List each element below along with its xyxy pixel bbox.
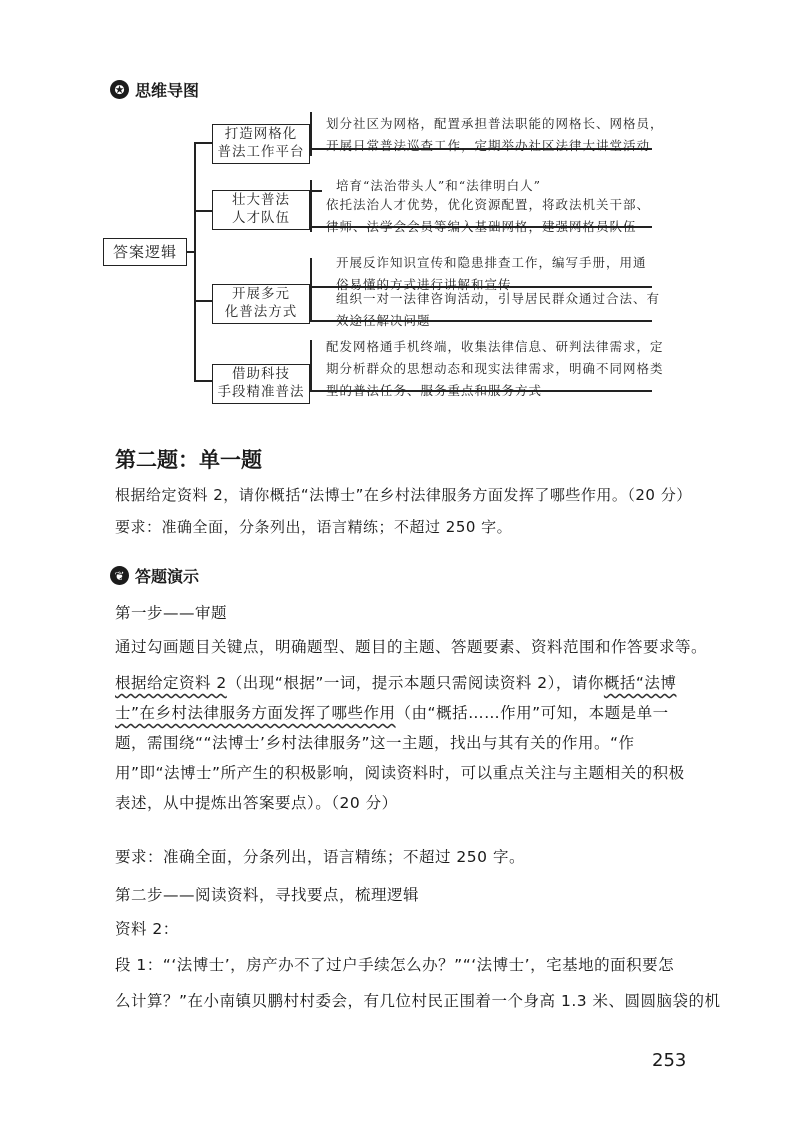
question-title: 第二题：单一题 bbox=[115, 448, 262, 472]
demo-heading: ❦ 答题演示 bbox=[110, 564, 199, 587]
question-requirement: 要求：准确全面，分条列出，语言精练；不超过 250 字。 bbox=[115, 518, 513, 536]
material-line-2: 么计算？”在小南镇贝鹏村村委会，有几位村民正围着一个身高 1.3 米、圆圆脑袋的机 bbox=[115, 992, 721, 1010]
branch-label-3: 开展多元 化普法方式 bbox=[212, 284, 310, 324]
branch-label-2: 壮大普法 人才队伍 bbox=[212, 190, 310, 230]
step1-title: 第一步——审题 bbox=[115, 604, 228, 622]
page-number: 253 bbox=[652, 1050, 687, 1071]
demo-requirement: 要求：准确全面，分条列出，语言精练；不超过 250 字。 bbox=[115, 848, 525, 866]
analysis-paragraph: 根据给定资料 2（出现“根据”一词，提示本题只需阅读资料 2），请你概括“法博士”在乡村法律服务方面发挥了哪些作用（由“概括……作用”可知，本题是单一题，需围绕““法博士’乡村法律服务”这一主题，找出与其有关的作用。“作用”即“法博士”所产生的积极影响，阅读资料时，可以重点关注与主题相关的积极表述，从中提炼出答案要点）。（20 分） bbox=[115, 674, 685, 812]
step1-intro: 通过勾画题目关键点，明确题型、题目的主题、答题要素、资料范围和作答要求等。 bbox=[115, 638, 708, 656]
leaf-badge-icon: ❦ bbox=[110, 566, 129, 585]
material-line-1: 段 1：“‘法博士’，房产办不了过户手续怎么办？”“‘法博士’，宅基地的面积要怎 bbox=[115, 956, 675, 974]
star-badge-icon: ✪ bbox=[110, 80, 129, 99]
branch-3-details-a: 开展反诈知识宣传和隐患排查工作，编写手册，用通 俗易懂的方式进行讲解和宣传 bbox=[336, 255, 647, 292]
branch-label-1: 打造网格化 普法工作平台 bbox=[212, 124, 310, 164]
mind-map bbox=[0, 0, 800, 420]
question-prompt: 根据给定资料 2，请你概括“法博士”在乡村法律服务方面发挥了哪些作用。（20 分） bbox=[115, 486, 692, 504]
mindmap-root: 答案逻辑 bbox=[103, 238, 187, 266]
branch-label-4: 借助科技 手段精准普法 bbox=[212, 364, 310, 404]
material-label: 资料 2： bbox=[115, 920, 179, 938]
branch-1-details: 划分社区为网格，配置承担普法职能的网格长、网格员， 开展日常普法巡查工作，定期举办社区法律大讲堂活动 bbox=[326, 116, 664, 153]
branch-3-details-b: 组织一对一法律咨询活动，引导居民群众通过合法、有 效途径解决问题 bbox=[336, 291, 661, 328]
branch-2-detail-1: 培育“法治带头人”和“法律明白人” bbox=[336, 178, 542, 193]
branch-4-details: 配发网格通手机终端，收集法律信息、研判法律需求，定 期分析群众的思想动态和现实法律需求，明确不同网格类 型的普法任务、服务重点和服务方式 bbox=[326, 339, 664, 398]
branch-2-details: 依托法治人才优势，优化资源配置，将政法机关干部、 律师、法学会会员等编入基础网格，建强网格员队伍 bbox=[326, 197, 651, 234]
step2-title: 第二步——阅读资料，寻找要点，梳理逻辑 bbox=[115, 886, 420, 904]
mindmap-heading: ✪ 思维导图 bbox=[110, 78, 199, 101]
